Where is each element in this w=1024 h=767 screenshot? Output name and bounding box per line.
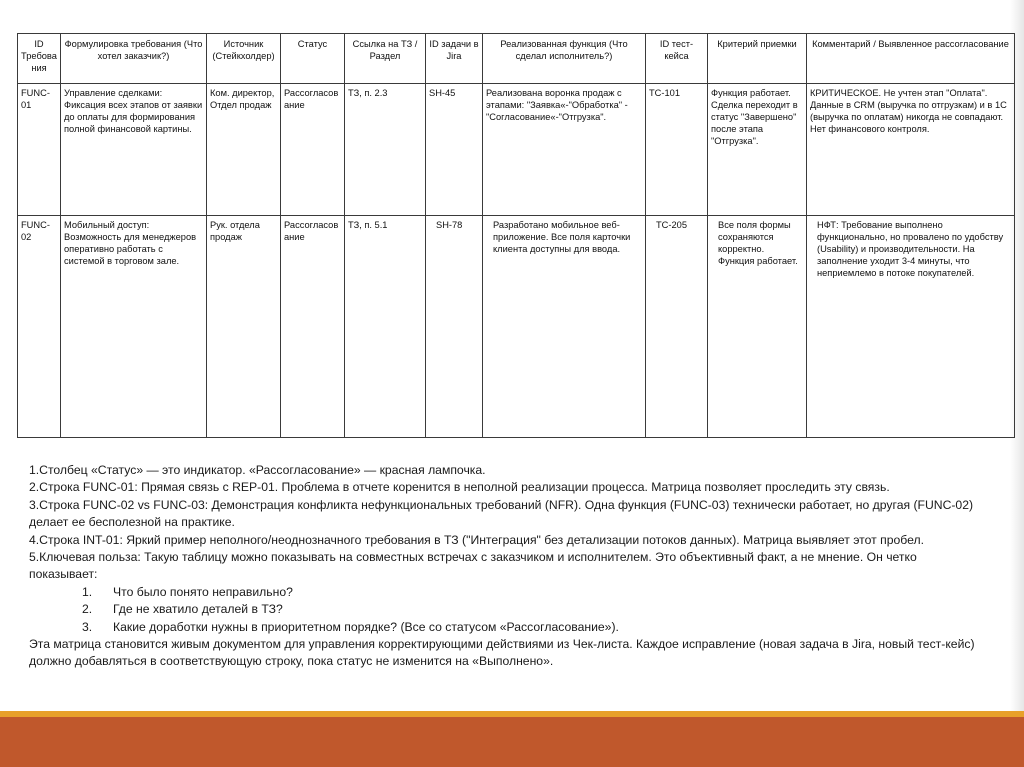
note-subitem-number: 1. (82, 584, 93, 599)
header-test-case: ID тест-кейса (646, 34, 708, 84)
cell-status: Рассогласование (281, 84, 345, 216)
header-id: ID Требования (18, 34, 61, 84)
table-row (18, 216, 1015, 438)
cell-test-case: TC-205 (646, 216, 708, 438)
header-source: Источник (Стейкхолдер) (207, 34, 281, 84)
cell-requirement: Мобильный доступ: Возможность для менеджеров оперативно работать с системой в торговом зале. (61, 216, 207, 438)
note-subitem (29, 584, 979, 601)
header-jira: ID задачи в Jira (426, 34, 483, 84)
cell-spec-ref: ТЗ, п. 5.1 (345, 216, 426, 438)
note-item: 3.Строка FUNC-02 vs FUNC-03: Демонстрация конфликта нефункциональных требований (NFR). Одна функция (FUNC-03) технически работает, но другая (FUNC-02) делает ее бесполезной на практике. (29, 497, 974, 530)
traceability-matrix (17, 33, 1015, 438)
cell-implemented: Разработано мобильное веб-приложение. Все поля карточки клиента доступны для ввода. (483, 216, 646, 438)
note-item: 4.Строка INT-01: Яркий пример неполного/неоднозначного требования в ТЗ ("Интеграция" без детализации потоков данных). Матрица выявляет этот пробел. (29, 532, 924, 547)
footer-bar (0, 717, 1024, 767)
header-acceptance: Критерий приемки (708, 34, 807, 84)
cell-comment: НФТ: Требование выполнено функционально, но провалено по удобству (Usability) и производительности. На заполнение уходит 3-4 минуты, что неприемлемо в потоке покупателей. (807, 216, 1015, 438)
note-subitem-number: 2. (82, 602, 93, 617)
note-footer: Эта матрица становится живым документом для управления корректирующими действиями из Чек-листа. Каждое исправление (новая задача в Jira, новый тест-кейс) должно добавляться в соответствующую строку, пока статус не изменится на «Выполнено». (29, 637, 975, 669)
note-subitem-text: Что было понято неправильно? (113, 584, 293, 599)
cell-requirement: Управление сделками: Фиксация всех этапов от заявки до оплаты для формирования полной финансовой картины. (61, 84, 207, 216)
cell-source: Ком. директор, Отдел продаж (207, 84, 281, 216)
note-subitem (29, 619, 979, 636)
header-spec-ref: Ссылка на ТЗ / Раздел (345, 34, 426, 84)
cell-acceptance: Функция работает. Сделка переходит в статус "Завершено" после этапа "Отгрузка". (708, 84, 807, 216)
cell-status: Рассогласование (281, 216, 345, 438)
cell-implemented: Реализована воронка продаж с этапами: "Заявка«-"Обработка" - "Согласование«-"Отгрузка". (483, 84, 646, 216)
cell-comment: КРИТИЧЕСКОЕ. Не учтен этап "Оплата". Данные в CRM (выручка по отгрузкам) и в 1С (выручка по оплатам) никогда не совпадают. Нет финансового контроля. (807, 84, 1015, 216)
cell-source: Рук. отдела продаж (207, 216, 281, 438)
cell-test-case: TC-101 (646, 84, 708, 216)
cell-id: FUNC-02 (18, 216, 61, 438)
cell-jira: SH-45 (426, 84, 483, 216)
note-item: 5.Ключевая польза: Такую таблицу можно показывать на совместных встречах с заказчиком и исполнителем. Это объективный факт, а не мнение. Он четко показывает: (29, 550, 917, 582)
note-subitem-number: 3. (82, 619, 93, 634)
note-item: 2.Строка FUNC-01: Прямая связь с REP-01. Проблема в отчете коренится в неполной реализации процесса. Матрица позволяет проследить эту связь. (29, 480, 890, 495)
cell-id: FUNC-01 (18, 84, 61, 216)
notes (29, 462, 979, 671)
note-subitem-text: Какие доработки нужны в приоритетном порядке? (Все со статусом «Рассогласование»). (113, 619, 619, 634)
note-item: 1.Столбец «Статус» — это индикатор. «Рассогласование» — красная лампочка. (29, 463, 486, 477)
header-implemented: Реализованная функция (Что сделал исполнитель?) (483, 34, 646, 84)
table-header-row (18, 34, 1015, 84)
cell-jira: SH-78 (426, 216, 483, 438)
note-subitem-text: Где не хватило деталей в ТЗ? (113, 602, 283, 617)
header-comment: Комментарий / Выявленное рассогласование (807, 34, 1015, 84)
cell-acceptance: Все поля формы сохраняются корректно. Функция работает. (708, 216, 807, 438)
note-subitem (29, 601, 979, 618)
table-row (18, 84, 1015, 216)
cell-spec-ref: ТЗ, п. 2.3 (345, 84, 426, 216)
header-requirement: Формулировка требования (Что хотел заказчик?) (61, 34, 207, 84)
note-sublist (29, 584, 979, 636)
header-status: Статус (281, 34, 345, 84)
